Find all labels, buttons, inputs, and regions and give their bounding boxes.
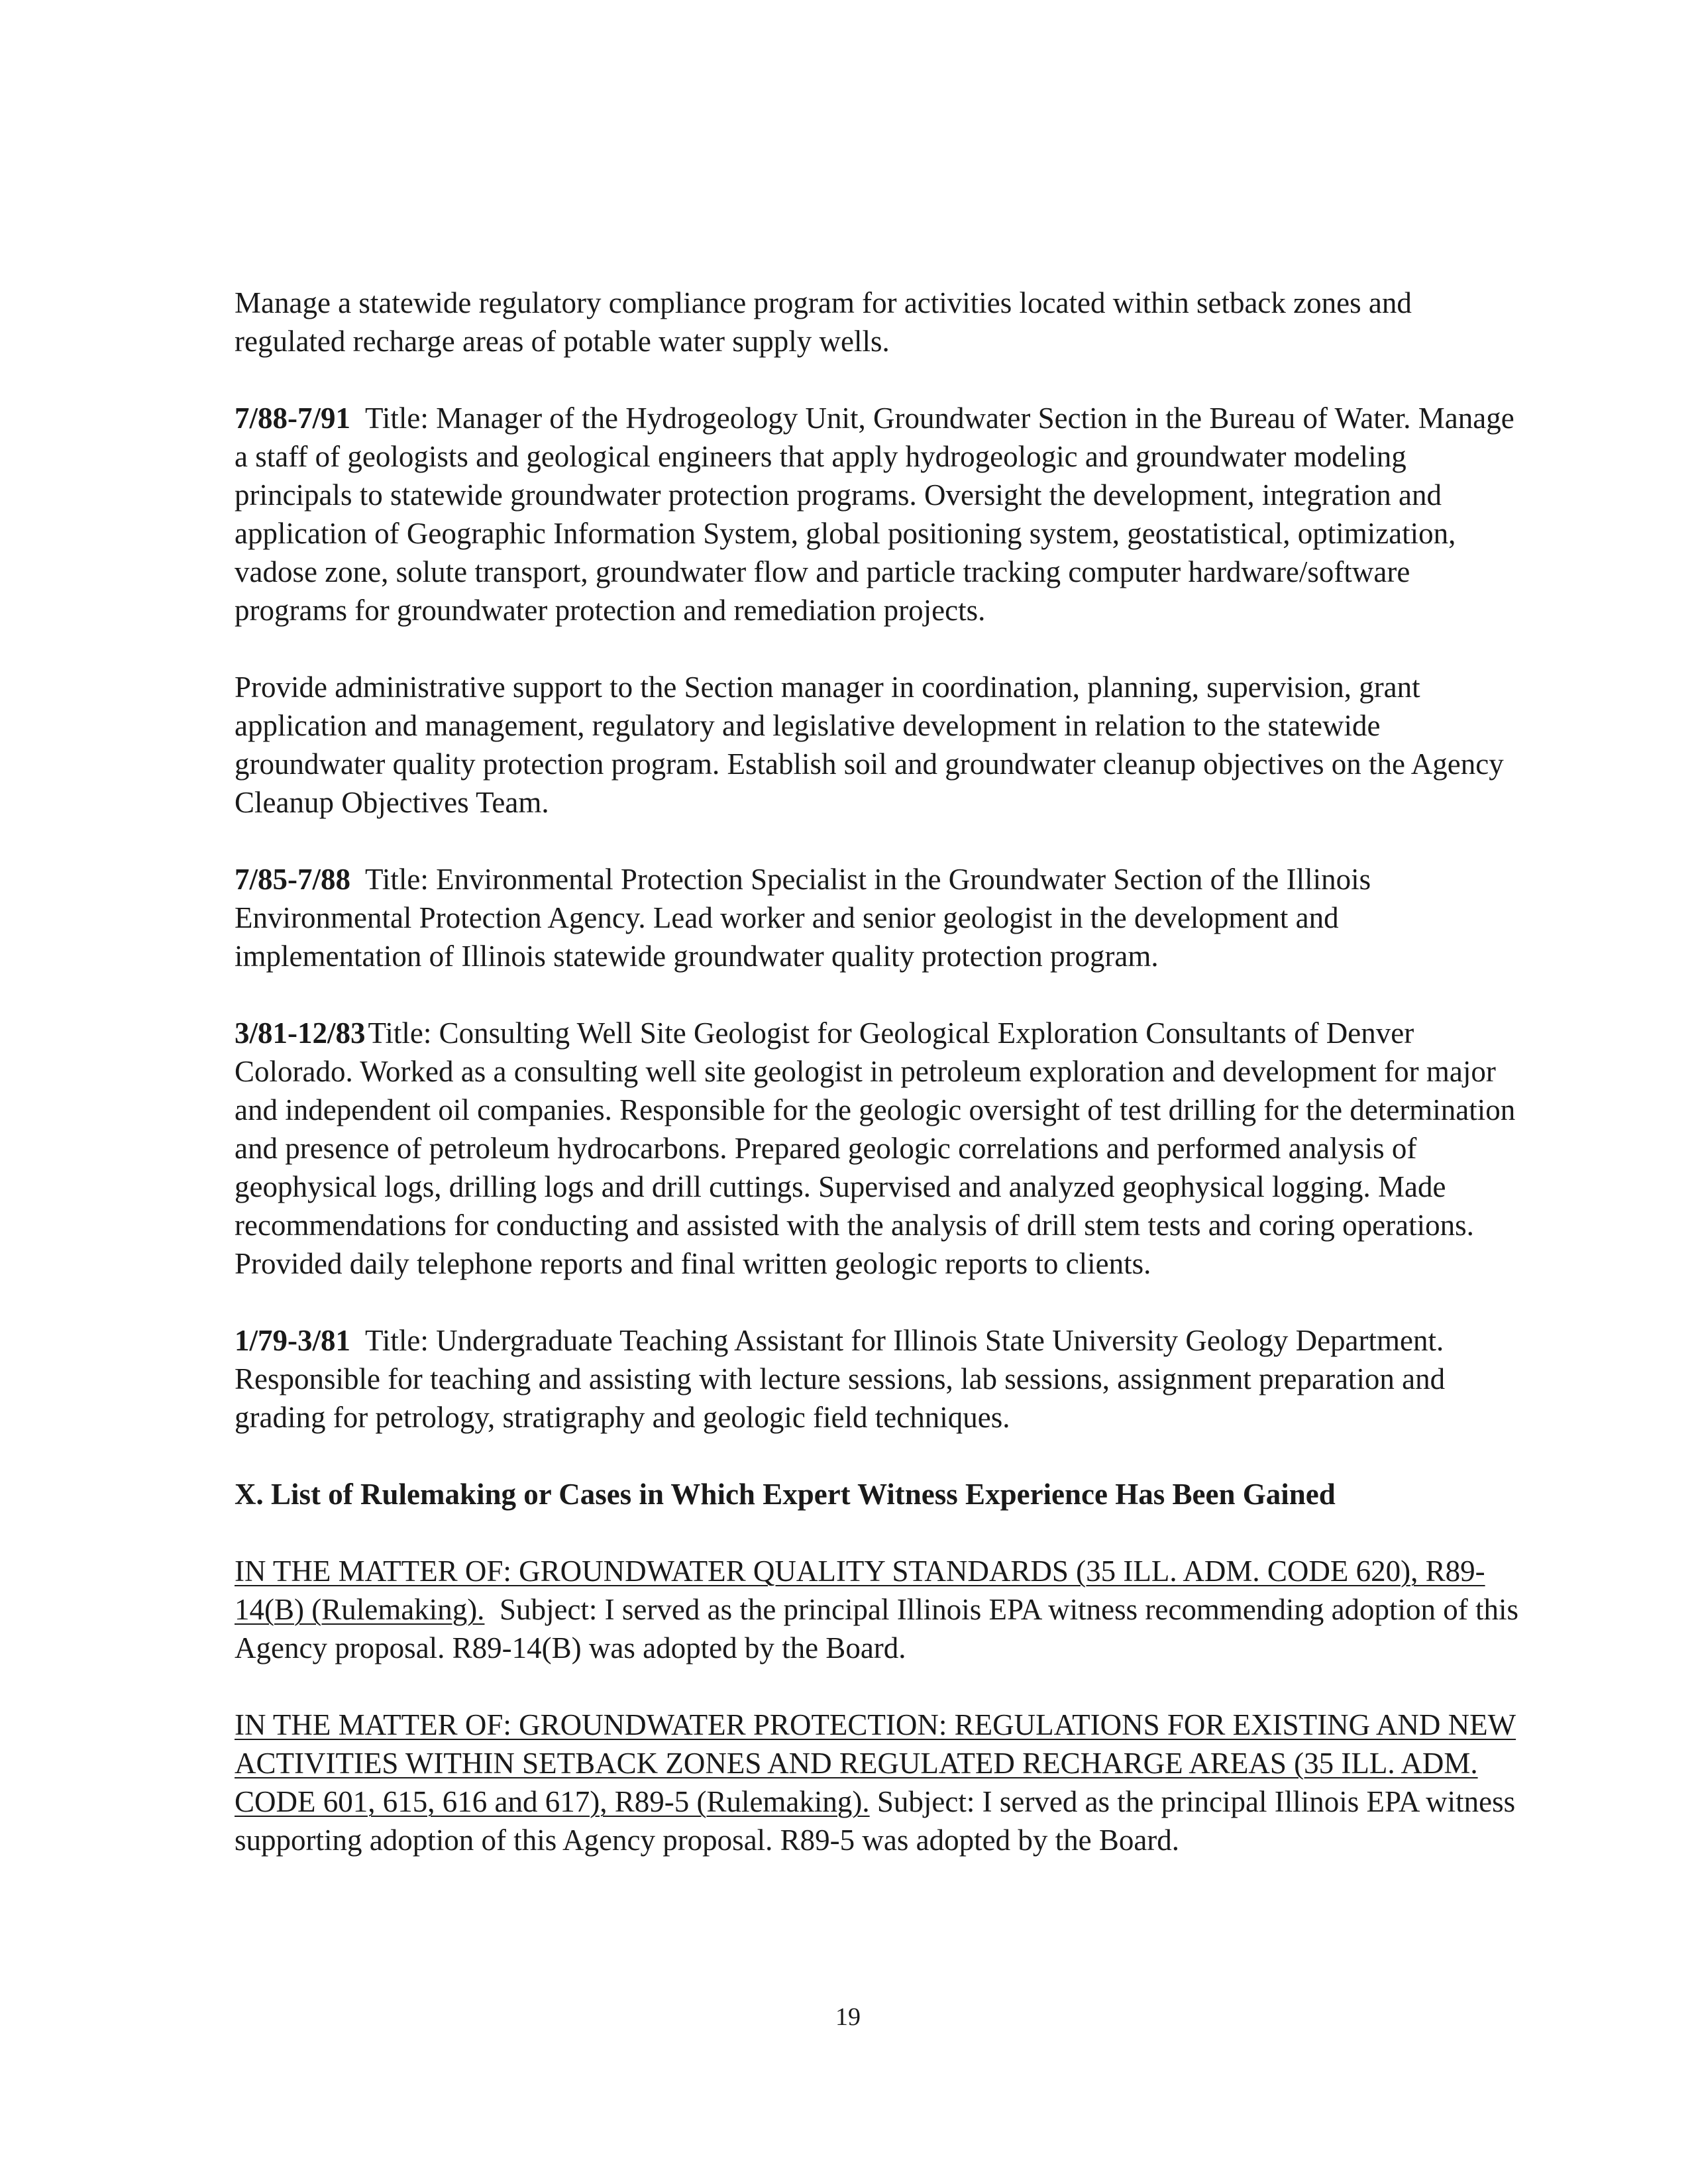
page-number: 19	[835, 2003, 861, 2031]
paragraph-text: Provide administrative support to the Section manager in coordination, planning, supervision, grant application and management, regulatory and legislative development in relation to the statewide groundwater quality protection program. Establish soil and groundwater cleanup objectives on the Agency Cleanup Objectives Team.	[235, 671, 1504, 819]
paragraph-well-site-geologist	[235, 1014, 1524, 1283]
paragraph-environmental-specialist	[235, 860, 1524, 975]
case-title: IN THE MATTER OF: GROUNDWATER PROTECTION: REGULATIONS FOR EXISTING AND NEW ACTIVITIES WITHIN SETBACK ZONES AND REGULATED RECHARGE AREAS (35 ILL. ADM. CODE 601, 615, 616 and 617), R89-5 (Rulemaking).	[235, 1708, 1516, 1818]
employment-dates: 1/79-3/81	[235, 1324, 350, 1357]
paragraph-setback-program	[235, 284, 1524, 360]
paragraph-administrative-support	[235, 668, 1524, 822]
employment-dates: 7/85-7/88	[235, 863, 350, 896]
paragraph-text: Title: Manager of the Hydrogeology Unit, Groundwater Section in the Bureau of Water. Manage a staff of geologists and geological engineers that apply hydrogeologic and groundwater modeling principals to statewide groundwater protection programs. Oversight the development, integration and application of Geographic Information System, global positioning system, geostatistical, optimization, vadose zone, solute transport, groundwater flow and particle tracking computer hardware/software programs for groundwater protection and remediation projects.	[235, 402, 1514, 627]
employment-dates: 7/88-7/91	[235, 402, 350, 435]
paragraph-text: Manage a statewide regulatory compliance program for activities located within setback zones and regulated recharge areas of potable water supply wells.	[235, 286, 1412, 358]
paragraph-hydrogeology-manager	[235, 399, 1524, 629]
case-text: Subject: I served as the principal Illinois EPA witness recommending adoption of this Agency proposal. R89-14(B) was adopted by the Board.	[235, 1593, 1519, 1665]
document-body	[235, 284, 1524, 1859]
case-text: Subject: I served as the principal Illinois EPA witness supporting adoption of this Agency proposal. R89-5 was adopted by the Board.	[235, 1785, 1516, 1857]
paragraph-text: Title: Undergraduate Teaching Assistant for Illinois State University Geology Department. Responsible for teaching and assisting with lecture sessions, lab sessions, assignment preparation and grading for petrology, stratigraphy and geologic field techniques.	[235, 1324, 1446, 1434]
paragraph-text: Title: Consulting Well Site Geologist for Geological Exploration Consultants of Denver Colorado. Worked as a consulting well site geologist in petroleum exploration and development for major and independent oil companies. Responsible for the geologic oversight of test drilling for the determination and presence of petroleum hydrocarbons. Prepared geologic correlations and performed analysis of geophysical logs, drilling logs and drill cuttings. Supervised and analyzed geophysical logging. Made recommendations for conducting and assisted with the analysis of drill stem tests and coring operations. Provided daily telephone reports and final written geologic reports to clients.	[235, 1016, 1516, 1280]
employment-dates: 3/81-12/83	[235, 1016, 366, 1050]
paragraph-teaching-assistant	[235, 1321, 1524, 1437]
case-groundwater-quality-standards	[235, 1552, 1524, 1667]
case-groundwater-protection	[235, 1706, 1524, 1859]
paragraph-text: Title: Environmental Protection Specialist in the Groundwater Section of the Illinois Environmental Protection Agency. Lead worker and senior geologist in the development and implementation of Illinois statewide groundwater quality protection program.	[235, 863, 1371, 973]
case-title: IN THE MATTER OF: GROUNDWATER QUALITY STANDARDS (35 ILL. ADM. CODE 620), R89-14(B) (Rulemaking).	[235, 1555, 1485, 1626]
section-heading: X. List of Rulemaking or Cases in Which Expert Witness Experience Has Been Gained	[235, 1478, 1336, 1511]
